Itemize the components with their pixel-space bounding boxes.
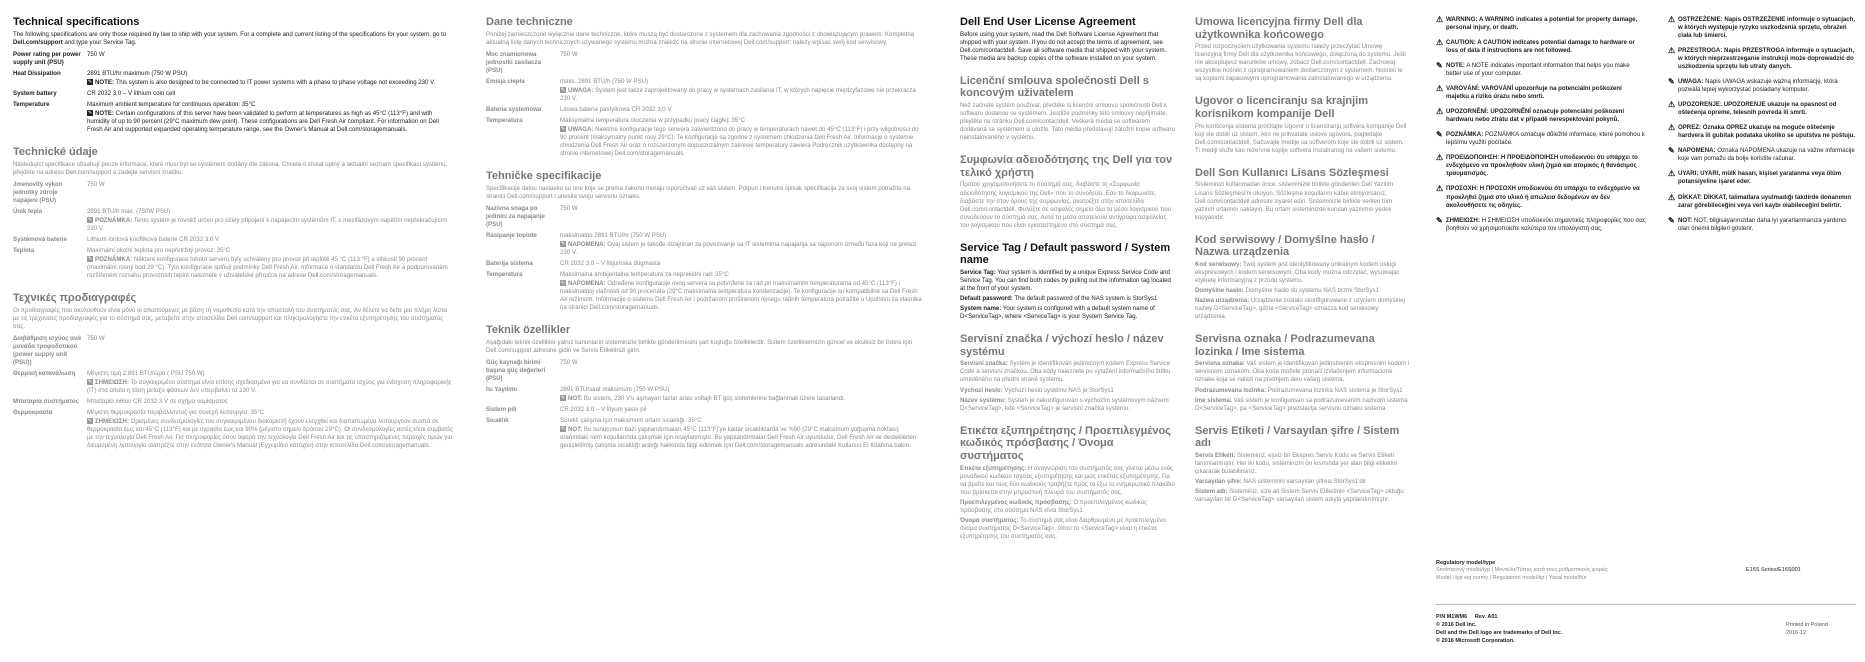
info-item: Servisna oznaka: Vaš sistem je identifikovan jedinstvenim ekspresnim kodom i servisnom oznakom. Oba koda možete pronaći izvlačenjem informacione oznake koja se nalazi na prednjem delu vašeg sistema.	[1195, 360, 1410, 384]
column-warnings-pl-sr-tr	[1668, 16, 1858, 240]
specs-en-intro: The following specifications are only those required by law to ship with your system. For a complete and current listing of the specifications for your system, go to Dell.com/support and type your Service Tag.	[13, 30, 447, 46]
spec-row	[486, 271, 926, 312]
warning-item: ⚠ DİKKAT: DİKKAT, talimatlara uyulmadığı takdirde donanımın zarar görebileceğini veya veri kaybı olabileceğini belirtir.	[1668, 192, 1852, 209]
spec-value: 750 W	[560, 50, 578, 58]
warning-item: ✎ UWAGA: Napis UWAGA wskazuje ważną informację, która pozwala lepiej wykorzystać posiadany komputer.	[1668, 77, 1838, 94]
warning-item: ✎ NAPOMENA: Oznaka NAPOMENA ukazuje na važne informacije koje vam pomažu da bolje koristite računar.	[1668, 146, 1855, 163]
spec-row	[13, 90, 453, 98]
spec-row	[486, 117, 926, 158]
spec-key: Jmenovitý výkon jednotky zdroje napájení (PSU)	[13, 180, 63, 204]
spec-value: Litowa bateria pastylkowa CR 2032 3,0 V	[560, 105, 672, 113]
spec-row	[486, 232, 926, 257]
spec-row	[13, 51, 453, 67]
spec-note: ✎ ΣΗΜΕΙΩΣΗ: Ορισμένες συνδεσμολογίες του συγκεκριμένου διακομιστή έχουν ελεγχθεί και διαπιστωμένα λειτουργούν σωστά σε θερμοκρασία έως και 45°C (113°F) και με υγρασία έως και 90% (μέγιστο σημείο δρόσου 29°C). Οι συνδεσμολογίες αυτές είναι συμβατές με την τεχνολογία Dell Fresh Air. Για πληροφορίες όσον αφορά την τεχνολογία Dell Fresh Air και τις υποστηριζόμενες περιοχές τιμών για διευρυμένη λειτουργία ανατρέξτε στην ενότητα Owner's Manual (Εγχειρίδιο κατόχου) στην ιστοσελίδα Dell.com/storagemanuals.	[87, 418, 453, 450]
note-icon: ✎	[87, 256, 93, 263]
spec-value: Maximální okolní teplota pro nepřetržitý provoz: 35°C ✎ POZNÁMKA: Některé konfigurace tohoto serveru byly schváleny pro provoz při teplotě 45 °C (113 °F) a vlhkosti 90 procent (maximální rosný bod 29 °C). Tyto konfigurace splňují podmínky Dell Fresh Air. Informace o standardu Dell Fresh Air a podporovaném rozšířeném rozsahu provozních teplot naleznete v uživatelské příručce na adrese Dell.com/storagemanuals.	[87, 247, 453, 280]
info-item: Servis Etiketi: Sisteminiz, eşsiz bir Ekspres Servis Kodu ve Servis Etiketi tanımlanmıştır. Her iki kodu, sisteminizin ön kısmında yer alan bilgi etiketini çıkararak bulabilirsiniz.	[1195, 451, 1397, 475]
spec-value: Maksimalna ambijentalna temperatura za neprekidni rad: 35°C ✎ NAPOMENA: Određene konfiguracije ovog servera su potvrđene za rad pri maksimalnim temperaturama od 45°C (113°F) i maksimalnoj vlažnosti od 90 procenata (29°C maksimalna temperatura kondenzacije). Te konfiguracije su kompatibilne sa Dell Fresh Air režimom. Informacije o sistemu Dell Fresh Air i podržanom proširenom opsegu radnih temperatura potražite u Uputstvu za vlasnika na stranici Dell.com/storagemanuals.	[560, 271, 926, 312]
note-icon: ✎	[560, 126, 566, 133]
info-item: Domyślne hasło: Domyślne hasło do systemu NAS brzmi StorSys1	[1195, 287, 1379, 295]
regulatory-labels	[1436, 567, 1746, 582]
note-icon: ✎	[560, 241, 566, 248]
spec-note: ✎ NOTE: This system is also designed to be connected to IT power systems with a phase to phase voltage not exceeding 230 V.	[87, 78, 436, 86]
warning-icon: ⚠	[1668, 123, 1676, 133]
warning-icon: ⚠	[1668, 169, 1676, 179]
spec-note: ✎ NAPOMENA: Ovaj sistem je takođe dizajniran za povezivanje sa IT sistemima napajanja sa naponom između faza koji ne prelazi 230 V.	[560, 240, 917, 256]
spec-value: 750 W	[560, 204, 578, 212]
specs-el-section	[13, 292, 453, 450]
service-tag-en-list	[960, 269, 1175, 321]
eula-el-title: Συμφωνία αδειοδότησης της Dell για τον τελικό χρήστη	[960, 154, 1173, 179]
service-tag-en-title: Service Tag / Default password / System name	[960, 241, 1171, 267]
service-tag-el-title: Ετικέτα εξυπηρέτησης / Προεπιλεγμένος κωδικός πρόσβασης / Όνομα συστήματος	[960, 424, 1171, 462]
specs-sr-section	[486, 170, 926, 312]
spec-key: Emisja ciepła	[486, 77, 525, 85]
eula-sr-section	[1195, 95, 1410, 154]
copyright-microsoft: © 2016 Microsoft Corporation.	[1436, 637, 1515, 644]
warning-icon: ⚠	[1668, 100, 1676, 110]
spec-note: ✎ NOT: Bu sistem, 230 V'u aşmayan fazlar arası voltajlı BT güç sistemlerine bağlanmak üzere tasarlandı.	[560, 394, 846, 402]
spec-value: Μέγιστη τιμή 2.891 BTU/ώρα ( PSU 750 W) ✎ ΣΗΜΕΙΩΣΗ: Το συγκεκριμένο σύστημα είναι επίσης σχεδιασμένο για να συνδέεται σε συστήματα ισχύος για ενίσχυση πληροφορικής (IT) στα οποία η τάση μεταξύ φάσεων δεν υπερβαίνει τα 230 V.	[87, 369, 452, 394]
specs-cs-table	[13, 181, 453, 280]
spec-value: Lithium iontová knoflíková baterie CR 2032 3,0 V	[87, 235, 220, 243]
info-item: Kod serwisowy: Twój system jest identyfikowany unikalnym kodem usługi ekspresowych i kodem serwisowym. Oba kody można odczytać, wysuwając etykietę informacyjną z przodu systemu.	[1195, 260, 1400, 284]
spec-value: 2891 BTU/saat maksimum (750 W PSU) ✎ NOT: Bu sistem, 230 V'u aşmayan fazlar arası voltajlı BT güç sistemlerine bağlanmak üzere tasarlandı.	[560, 386, 926, 403]
spec-key: Nazivna snaga po jedinici za napajanje (PSU)	[486, 204, 545, 228]
note-icon: ✎	[1436, 130, 1443, 140]
service-tag-sr-section	[1195, 333, 1410, 412]
column-eula-en	[960, 16, 1175, 553]
note-icon: ✎	[1668, 215, 1675, 225]
service-tag-sr-list	[1195, 360, 1410, 412]
eula-pl-title: Umowa licencyjna firmy Dell dla użytkownika końcowego	[1195, 16, 1363, 41]
spec-row	[13, 398, 453, 406]
service-tag-tr-title: Servis Etiketi / Varsayılan şifre / Sistem adı	[1195, 424, 1400, 450]
warning-item: ⚠ UPOZORENJE: UPOZORENJE ukazuje na opasnost od oštećenja opreme, telesnih povreda ili smrti.	[1668, 100, 1837, 117]
info-item: Όνομα συστήματος: Το σύστημά σας είναι διαρθρωμένο με προεπιλεγμένο όνομα συστήματος D<ServiceTag>, όπου το <ServiceTag> είναι η ετικέτα εξυπηρέτησης του συστήματός σας.	[960, 516, 1166, 540]
warning-item: ⚠ OPREZ: Oznaka OPREZ ukazuje na moguće oštećenje hardvera ili gubitak podataka ukoliko se uputstva ne poštuju.	[1668, 123, 1856, 140]
specs-tr-table	[486, 359, 926, 450]
service-tag-cs-list	[960, 360, 1175, 412]
eula-sr-text: Pre korišćenja sistema pročitajte Ugovor o licenciranju softvera kompanije Dell koji ste dobili uz sistem. Ako ne prihvatate uslove ugovora, pogledajte Dell.com/contactdell. Sačuvajte medije sa softverom koje ste dobili uz sistem. Ti mediji služe kao rezervne kopije softvera instaliranog na vašem sistemu.	[1195, 122, 1407, 154]
spec-key: Μπαταρία συστήματος	[13, 397, 79, 405]
spec-row	[13, 370, 453, 395]
spec-value: CR 2032 3,0 – V litijumska dugmasta	[560, 259, 661, 267]
warning-item: ⚠ VAROVÁNÍ: VAROVÁNÍ upozorňuje na potenciální poškození majetku a riziko úrazu nebo smrti.	[1436, 84, 1622, 101]
note-icon: ✎	[1668, 77, 1675, 87]
regulatory-line-2: Model i typ wg normy | Regulatorni model/tip | Yasal model/tür	[1436, 574, 1587, 581]
spec-value: 2891 BTU/h max. (750W PSU) ✎ POZNÁMKA: Tento systém je rovněž určen pro účely připojení k napájecím systémům IT, s mezifázovým napětím nepřekračujícím 230 V.	[87, 208, 453, 233]
service-tag-el-section	[960, 425, 1175, 541]
spec-note: ✎ NAPOMENA: Određene konfiguracije ovog servera su potvrđene za rad pri maksimalnim temperaturama od 45°C (113°F) i maksimalnoj vlažnosti od 90 procenata (29°C maksimalna temperatura kondenzacije). Te konfiguracije su kompatibilne sa Dell Fresh Air režimom. Informacije o sistemu Dell Fresh Air i podržanom proširenom opsegu radnih temperatura potražite u Uputstvu za vlasnika na stranici Dell.com/storagemanuals.	[560, 280, 922, 312]
specs-el-title: Τεχνικές προδιαγραφές	[13, 292, 137, 305]
warning-icon: ⚠	[1668, 46, 1676, 56]
eula-pl-section	[1195, 16, 1410, 83]
spec-row	[13, 236, 453, 244]
footer-divider	[1436, 604, 1856, 605]
warning-icon: ⚠	[1436, 38, 1444, 48]
info-item: Ετικέτα εξυπηρέτησης: Η αναγνώριση του συστήματός σας γίνεται μέσω ενός μοναδικού κωδικού ταχείας εξυπηρέτησης και μιας ετικέτας εξυπηρέτησης. Για να βρείτε και τους δύο κωδικούς τραβήξτε προς τα έξω το ενημερωτικό πλακίδιο που βρίσκεται στην μπροστινή πλευρά του συστήματός σας.	[960, 464, 1175, 496]
note-icon: ✎	[1668, 146, 1675, 156]
warning-item: ⚠ CAUTION: A CAUTION indicates potential damage to hardware or loss of data if instructions are not followed.	[1436, 38, 1635, 55]
info-item: Varsayılan şifre: NAS sisteminin varsayılan şifresi StorSys1'dir	[1195, 477, 1367, 485]
spec-key: Güç kaynağı birimi başına güç değerleri (PSU)	[486, 358, 546, 382]
warning-icon: ⚠	[1668, 192, 1676, 202]
spec-row	[486, 51, 926, 75]
note-icon: ✎	[560, 426, 566, 433]
printed-in: Printed in Poland	[1786, 622, 1828, 628]
service-tag-sr-title: Servisna oznaka / Podrazumevana lozinka / Ime sistema	[1195, 333, 1375, 358]
spec-key: Θερμική κατανάλωση	[13, 369, 76, 377]
column-specs-en-cs-el	[13, 16, 453, 462]
eula-tr-title: Dell Son Kullanıcı Lisans Sözleşmesi	[1195, 166, 1389, 179]
eula-el-text: Προτού χρησιμοποιήσετε το σύστημά σας, διαβάστε τη «Συμφωνία αδειοδότησης λογισμικού της Dell» που το συνοδεύει. Εάν το διαφωνείτε, διαβάστε την στον όρους της συμφωνίας, ανατρέξτε στην ιστοσελίδα Dell.com/contactdell. Φυλάξτε σε ασφαλές σημείο όλα τα μέσα λογισμικού που συνοδεύουν το σύστημά σας. Αυτά τα μέσα αποτελούν αντίγραφα ασφαλείας του λογισμικού που είναι εγκατεστημένο στο σύστημά σας.	[960, 181, 1172, 229]
spec-key: Rasipanje toplote	[486, 231, 537, 239]
specs-cs-section	[13, 146, 453, 280]
warning-item: ✎ NOTE: A NOTE indicates important information that helps you make better use of your computer.	[1436, 61, 1630, 78]
specs-en-section	[13, 16, 453, 134]
service-tag-tr-section	[1195, 425, 1410, 504]
info-item: Nazwa urządzenia: Urządzenie zostało skonfigurowane z użyciem domyślnej nazwy D<ServiceTag>, gdzie <ServiceTag> oznacza kod serwisowy urządzenia.	[1195, 297, 1405, 321]
service-tag-pl-list	[1195, 261, 1410, 321]
spec-key: Bateria systemowa	[486, 105, 542, 113]
regulatory-row	[1436, 567, 1856, 582]
spec-note: ✎ ΣΗΜΕΙΩΣΗ: Το συγκεκριμένο σύστημα είναι επίσης σχεδιασμένο για να συνδέεται σε συστήματα ισχύος για ενίσχυση πληροφορικής (IT) στα οποία η τάση μεταξύ φάσεων δεν υπερβαίνει τα 230 V.	[87, 378, 452, 394]
spec-value: Μέγιστη θερμοκρασία περιβάλλοντος για συνεχή λειτουργία: 35°C ✎ ΣΗΜΕΙΩΣΗ: Ορισμένες συνδεσμολογίες του συγκεκριμένου διακομιστή έχουν ελεγχθεί και διαπιστωμένα λειτουργούν σωστά σε θερμοκρασία έως και 45°C (113°F) και με υγρασία έως και 90% (μέγιστο σημείο δρόσου 29°C). Οι συνδεσμολογίες αυτές είναι συμβατές με την τεχνολογία Dell Fresh Air. Για πληροφορίες όσον αφορά την τεχνολογία Dell Fresh Air και τις υποστηριζόμενες περιοχές τιμών για διευρυμένη λειτουργία ανατρέξτε στην ενότητα Owner's Manual (Εγχειρίδιο κατόχου) στην ιστοσελίδα Dell.com/storagemanuals.	[87, 409, 453, 450]
eula-en-title: Dell End User License Agreement	[960, 16, 1136, 28]
spec-value: Μπαταρία λιθίου CR 2032 3 V σε σχήμα νομίσματος	[87, 397, 228, 405]
eula-en-text: Before using your system, read the Dell Software License Agreement that shipped with your system. If you do not accept the terms of agreement, see Dell.com/contactdell. Save all software media that shipped with your system. These media are backup copies of the software installed on your system.	[960, 30, 1167, 62]
note-icon: ✎	[87, 110, 93, 117]
spec-key: Power rating per power supply unit (PSU)	[13, 50, 81, 66]
specs-tr-intro: Aşağıdaki teknik özellikler yalnız kanunların sisteminizle birlikte gönderilmesini şart koştuğu özelliklerdir. Sistem özelliklerinizin güncel ve eksiksiz bir listesi için Dell.com/support adresine gidin ve Servis Etiketinizi girin.	[486, 338, 913, 354]
note-icon: ✎	[560, 87, 566, 94]
spec-key: Isı Yayılımı	[486, 385, 518, 393]
warning-item: ⚠ PRZESTROGA: Napis PRZESTROGA informuje o sytuacjach, w których nieprzestrzeganie instrukcji może doprowadzić do uszkodzenia sprzętu lub utraty danych.	[1668, 46, 1855, 71]
spec-value: Maksymalna temperatura otoczenia w przypadku pracy ciągłej: 35°C ✎ UWAGA: Niektóre konfiguracje tego serwera zatwierdzono do pracy w temperaturach nawet do 45°C (113°F) i przy wilgotności do 90 procent (maksymalny punkt rosy 29°C). Te konfiguracje są zgodne z systemem chłodzenia Dell Fresh Air. Informacje o systemie chłodzenia Dell Fresh Air oraz o rozszerzonym dopuszczalnym zakresie temperatury zawiera Podręcznik użytkownika dostępny na stronie internetowej Dell.com/storagemanuals.	[560, 117, 926, 158]
part-number: P/N M1WM6	[1436, 614, 1468, 620]
specs-pl-title: Dane techniczne	[486, 16, 573, 28]
spec-key: Systémová baterie	[13, 235, 67, 243]
eula-sr-title: Ugovor o licenciranju sa krajnjim korisnikom kompanije Dell	[1195, 95, 1368, 121]
specs-cs-title: Technické údaje	[13, 145, 98, 158]
regulatory-title: Regulatory model/type	[1436, 560, 1496, 566]
spec-note: ✎ NOTE: Certain configurations of this server have been validated to perform at temperatures as high as 45°C (113°F) and with humidity of up to 90 percent (29°C maximum dew point). These configurations are Dell Fresh Air compliant. For information on Dell Fresh Air and supported expanded operating temperature range, see the Owner's Manual at Dell.com/storagemanuals.	[87, 109, 439, 133]
column-warnings-en-cs-el	[1436, 16, 1646, 240]
spec-key: Sistem pili	[486, 406, 517, 414]
warning-icon: ⚠	[1436, 84, 1444, 94]
info-item: Servisní značka: Systém je identifikován jedinečným kódem Express Service Code a servisní značkou. Oba kódy naleznete po vytažení informačního štítku umístěného na přední straně systému.	[960, 360, 1171, 384]
spec-row	[13, 208, 453, 233]
spec-row	[486, 359, 926, 383]
spec-value: CR 2032 3.0 – V lithium coin cell	[87, 89, 176, 97]
info-item: Προεπιλεγμένος κωδικός πρόσβασης: Ο προεπιλεγμένος κωδικός πρόσβασης στο σύστημα NAS είναι StorSys1	[960, 498, 1148, 514]
warning-item: ✎ POZNÁMKA: POZNÁMKA označuje důležité informace, které pomohou k lepšímu využití počítače.	[1436, 130, 1645, 147]
spec-value: 750 W	[560, 358, 578, 366]
warning-item: ⚠ UYARI: UYARI, mülk hasarı, kişisel yaralanma veya ölüm potansiyeline işaret eder.	[1668, 169, 1842, 186]
eula-cs-section	[960, 75, 1175, 142]
spec-row	[13, 181, 453, 205]
spec-value: 750 W	[87, 50, 105, 58]
note-icon: ✎	[1436, 61, 1443, 71]
spec-key: Teplota	[13, 246, 35, 254]
specs-pl-intro: Poniżej zamieszczono wyłącznie dane techniczne, które muszą być dostarczone z systemem dla zachowania zgodności z obowiązującym prawem. Kompletną aktualną listę danych technicznych używanego systemu można znaleźć na stronie internetowej Dell.com/support: należy wpisać swój kod serwisowy.	[486, 30, 915, 46]
print-date: 2016-12	[1786, 629, 1807, 636]
spec-key: Temperatura	[486, 116, 523, 124]
spec-note: ✎ NOT: Bu sunucunun bazı yapılandırmaları 45°C (113°F)'ye kadar sıcaklıklarda ve %90 (29°C maksimum yoğuşma noktası) oranındaki nem koşullarında çalışmak için onaylanmıştır. Bu yapılandırmalar Dell Fresh Air uyumludur. Dell Fresh Air ve desteklenen genişletilmiş çalışma sıcaklığı aralığı hakkında bilgi edinmek için Dell.com/storagemanuals adresindeki Kullanıcı El Kitabına bakın.	[560, 426, 917, 450]
spec-key: Heat Dissipation	[13, 69, 61, 77]
spec-row	[486, 386, 926, 403]
spec-row	[13, 247, 453, 280]
spec-row	[13, 335, 453, 367]
spec-key: Baterija sistema	[486, 259, 533, 267]
info-item: System name: Your system is configured with a default system name of D<ServiceTag>, where <ServiceTag> is your System Service Tag.	[960, 305, 1155, 321]
bottom-info	[1436, 614, 1856, 646]
specs-tr-section	[486, 324, 926, 450]
spec-note: ✎ POZNÁMKA: Některé konfigurace tohoto serveru byly schváleny pro provoz při teplotě 45 °C (113 °F) a vlhkosti 90 procent (maximální rosný bod 29 °C). Tyto konfigurace splňují podmínky Dell Fresh Air. Informace o standardu Dell Fresh Air a podporovaném rozšířeném rozsahu provozních teplot naleznete v uživatelské příručce na adrese Dell.com/storagemanuals.	[87, 255, 448, 279]
spec-key: Sıcaklık	[486, 417, 509, 425]
service-tag-pl-section	[1195, 234, 1410, 322]
spec-key: Moc znamionowa jednostki zasilacza (PSU)	[486, 50, 541, 74]
eula-en-section	[960, 16, 1175, 63]
spec-key: Temperatura	[486, 271, 523, 278]
service-tag-cs-section	[960, 333, 1175, 412]
spec-note: ✎ POZNÁMKA: Tento systém je rovněž určen pro účely připojení k napájecím systémům IT, s mezifázovým napětím nepřekračujícím 230 V.	[87, 216, 448, 232]
warning-icon: ⚠	[1436, 153, 1444, 163]
spec-note: ✎ UWAGA: Niektóre konfiguracje tego serwera zatwierdzono do pracy w temperaturach nawet do 45°C (113°F) i przy wilgotności do 90 procent (maksymalny punkt rosy 29°C). Te konfiguracje są zgodne z systemem chłodzenia Dell Fresh Air. Informacje o systemie chłodzenia Dell Fresh Air oraz o rozszerzonym dopuszczalnym zakresie temperatury zawiera Podręcznik użytkownika dostępny na stronie internetowej Dell.com/storagemanuals.	[560, 125, 919, 158]
service-tag-pl-title: Kod serwisowy / Domyślne hasło / Nazwa urządzenia	[1195, 233, 1375, 259]
warning-icon: ⚠	[1436, 184, 1444, 194]
specs-el-table	[13, 335, 453, 450]
note-icon: ✎	[87, 418, 93, 425]
regulatory-value: E16S Series/E16S001	[1746, 567, 1801, 574]
spec-value: 750 W	[87, 334, 105, 342]
spec-key: System battery	[13, 89, 57, 97]
service-tag-en-section	[960, 242, 1175, 321]
spec-value: CR 2032 3,0 – V lityum yassı pil	[560, 406, 647, 414]
spec-row	[486, 78, 926, 103]
specs-tr-title: Teknik özellikler	[486, 324, 571, 337]
spec-row	[486, 205, 926, 229]
spec-value: Sürekli çalışma için maksimum ortam sıcaklığı: 35°C ✎ NOT: Bu sunucunun bazı yapılandırmaları 45°C (113°F)'ye kadar sıcaklıklarda ve %90 (29°C maksimum yoğuşma noktası) oranındaki nem koşullarında çalışmak için onaylanmıştır. Bu yapılandırmalar Dell Fresh Air uyumludur. Dell Fresh Air ve desteklenen genişletilmiş çalışma sıcaklığı aralığı hakkında bilgi edinmek için Dell.com/storagemanuals adresindeki Kullanıcı El Kitabına bakın.	[560, 417, 926, 450]
info-item: Sistem adı: Sisteminiz, size ait Sistem Servis Etiketinin <ServiceTag> olduğu varsayılan bir D<ServiceTag> varsayılan sistem adıyla yapılandırılmıştır.	[1195, 488, 1404, 504]
service-tag-tr-list	[1195, 452, 1410, 504]
spec-value: 750 W	[87, 180, 105, 188]
warning-icon: ⚠	[1436, 107, 1444, 117]
note-icon: ✎	[87, 79, 93, 86]
regulatory-footer	[1436, 560, 1856, 582]
spec-key: Διαβάθμιση ισχύος ανά μονάδα τροφοδοτικού (power supply unit (PSU))	[13, 334, 81, 366]
revision: Rev. A01	[1474, 614, 1498, 620]
specs-en-title: Technical specifications	[13, 16, 140, 28]
spec-value: Maximum ambient temperature for continuous operation: 35°C ✎ NOTE: Certain configurations of this server have been validated to perform at temperatures as high as 45°C (113°F) and with humidity of up to 90 percent (29°C maximum dew point). These configurations are Dell Fresh Air compliant. For information on Dell Fresh Air and supported expanded operating temperature range, see the Owner's Manual at Dell.com/storagemanuals.	[87, 101, 453, 134]
spec-row	[486, 406, 926, 414]
eula-tr-section	[1195, 167, 1410, 222]
info-item: Výchozí heslo: Výchozí heslo systému NAS je StorSys1	[960, 386, 1114, 394]
service-tag-el-list	[960, 465, 1175, 541]
trademark-notice: Dell and the Dell logo are trademarks of Dell Inc.	[1436, 629, 1563, 636]
eula-pl-text: Przed rozpoczęciem użytkowania systemu należy przeczytać Umowę licencyjną firmy Dell dla użytkownika końcowego, dołączoną do systemu. Jeśli nie akceptujesz warunków umowy, zobacz Dell.com/contactdell. Zachowaj wszystkie nośniki z oprogramowaniem dostarczonym z systemem. Nośniki te są kopiami zapasowymi oprogramowania zainstalowanego w urządzeniu.	[1195, 43, 1406, 83]
specs-sr-table	[486, 205, 926, 312]
info-item: Podrazumevana lozinka: Podrazumevana lozinka NAS sistema je StorSys1	[1195, 386, 1403, 394]
eula-cs-title: Licenční smlouva společnosti Dell s koncovým uživatelem	[960, 74, 1149, 100]
note-icon: ✎	[1436, 215, 1443, 225]
service-tag-cs-title: Servisní značka / výchozí heslo / název systému	[960, 333, 1164, 358]
spec-row	[13, 409, 453, 450]
column-specs-pl-sr-tr	[486, 16, 926, 462]
warning-item: ⚠ OSTRZEŻENIE: Napis OSTRZEŻENIE informuje o sytuacjach, w których występuje ryzyko uszkodzenia sprzętu, obrażeń ciała lub śmierci.	[1668, 15, 1856, 40]
spec-row	[13, 101, 453, 134]
info-item: Název systému: Systém je nakonfigurován s výchozím systémovým názvem D<ServiceTag>, kde <ServiceTag> je servisní značka systému.	[960, 396, 1169, 412]
spec-value: 2891 BTU/hr maximum (750 W PSU) ✎ NOTE: This system is also designed to be connected to IT power systems with a phase to phase voltage not exceeding 230 V.	[87, 70, 453, 87]
spec-row	[486, 260, 926, 268]
info-item: Ime sistema: Vaš sistem je konfigurisan sa podrazumevanim nazivom sistema D<ServiceTag>, pa <ServiceTag> predstavlja servisnu oznaku sistema.	[1195, 396, 1408, 412]
warning-icon: ⚠	[1436, 15, 1444, 24]
note-icon: ✎	[560, 395, 566, 402]
warnings-list-2	[1668, 16, 1858, 233]
note-icon: ✎	[560, 280, 566, 287]
info-item: Service Tag: Your system is identified by a unique Express Service Code and Service Tag. You can find both codes by pulling out the information tag located at the front of your system.	[960, 268, 1171, 293]
spec-value: maksimalno 2891 BTU/hr (750 W PSU) ✎ NAPOMENA: Ovaj sistem je takođe dizajniran za povezivanje sa IT sistemima napajanja sa naponom između faza koji ne prelazi 230 V.	[560, 232, 926, 257]
warning-item: ✎ ΣΗΜΕΙΩΣΗ: Η ΣΗΜΕΙΩΣΗ υποδεικνύει σημαντικές πληροφορίες που σας βοηθούν να χρησιμοποιείτε καλύτερα τον υπολογιστή σας.	[1436, 215, 1646, 232]
spec-row	[13, 70, 453, 87]
warning-item: ✎ NOT: NOT, bilgisayarınızdan daha iyi yararlanmanıza yardımcı olan önemli bilgileri gösterir.	[1668, 215, 1847, 232]
warnings-list-1	[1436, 16, 1646, 233]
specs-sr-intro: Specifikacije datou nastavku su one koje se prema zakonu moraju isporučivati uz vaš sistem. Potpun i trenutni spisak specifikacija za svoj sistem potražite na stranici Dell.com/support i unesite svoju servisnu oznaku.	[486, 184, 911, 200]
spec-row	[486, 106, 926, 114]
spec-note: ✎ UWAGA: System jest także zaprojektowany do pracy w systemach zasilania IT, w których napięcie międzyfazowe nie przekracza 230 V.	[560, 86, 916, 102]
warning-item: ⚠ UPOZORNĚNÍ: UPOZORNĚNÍ označuje potenciální poškození hardwaru nebo ztrátu dat v případě nerespektování pokynů.	[1436, 107, 1625, 124]
note-icon: ✎	[87, 217, 93, 224]
spec-row	[486, 417, 926, 450]
warning-item: ⚠ ΠΡΟΣΟΧΗ: Η ΠΡΟΣΟΧΗ υποδεικνύει ότι υπάρχει το ενδεχόμενο να προκληθεί ζημιά στο υλικό ή απώλεια δεδομένων αν δεν ακολουθήσετε τις οδηγίες.	[1436, 184, 1640, 209]
copyright-dell: © 2016 Dell Inc.	[1436, 621, 1477, 628]
eula-tr-text: Sisteminizi kullanmadan önce, sisteminizle birlikte gönderilen Dell Yazılım Lisans Sözleşmesi'ni okuyun. Sözleşme koşullarını kabul etmiyorsanız, Dell.com/contactdell adresini ziyaret edin. Sisteminizle birlikte verilen tüm yazılım ortamını saklayın. Bu ortam sisteminizde kurulan yazılımın yedek kopyasıdır.	[1195, 181, 1394, 221]
column-eula-pl-sr-tr	[1195, 16, 1410, 516]
spec-key: Temperature	[13, 100, 50, 108]
eula-el-section	[960, 154, 1175, 229]
specs-cs-intro: Následující specifikace obsahují pouze informace, které musí být se systémem dodány dle zákona. Chcete-li získat úplný a aktuální seznam specifikací systému, přejděte na adresu Dell.com/support a zadejte servisní značku.	[13, 160, 448, 176]
specs-pl-table	[486, 51, 926, 158]
specs-pl-section	[486, 16, 926, 158]
eula-cs-text: Než začnete systém používat, přečtěte si licenční smlouvu společnosti Dell k softwaru dodanou se systémem. Jestliže podmínky této smlouvy nepřijímáte, přejděte na stránku Dell.com/contactdell. Veškerá média se softwarem dodávaná se systémem si uložte. Tato média představují záložní kopie softwaru nainstalovaného v systému.	[960, 102, 1175, 142]
spec-key: Θερμοκρασία	[13, 409, 53, 417]
regulatory-line-1: Směrnicový model/typ | Μοντέλο/Τύπος κατά τους ρυθμιστικούς φορείς	[1436, 567, 1609, 574]
info-item: Default password: The default password of the NAS system is StorSys1	[960, 295, 1158, 303]
spec-value: maks. 2891 BTU/h (750 W PSU) ✎ UWAGA: System jest także zaprojektowany do pracy w systemach zasilania IT, w których napięcie międzyfazowe nie przekracza 230 V.	[560, 78, 926, 103]
note-icon: ✎	[87, 379, 93, 386]
warning-item: ⚠ ΠΡΟΕΙΔΟΠΟΙΗΣΗ: Η ΠΡΟΕΙΔΟΠΟΙΗΣΗ υποδεικνύει ότι υπάρχει το ενδεχόμενο να προκληθούν υλική ζημιά και ατομικός ή θανάσιμος τραυματισμός.	[1436, 153, 1638, 178]
spec-key: Únik tepla	[13, 207, 43, 215]
specs-en-table	[13, 51, 453, 134]
specs-el-intro: Οι προδιαγραφές που ακολουθούν είναι μόνο οι απαιτούμενες με βάση τη νομοθεσία κατά την αποστολή του συστήματός σας. Αν θέλετε να δείτε μια πλήρη λίστα με τις τρέχουσες προδιαγραφές για το σύστημά σας, μεταβείτε στην ιστοσελίδα Dell.com/support και πληκτρολογήστε την ετικέτα εξυπηρέτησης του συστήματός σας.	[13, 306, 448, 330]
specs-sr-title: Tehničke specifikacije	[486, 170, 602, 183]
warning-icon: ⚠	[1668, 15, 1676, 24]
warning-item: ⚠ WARNING: A WARNING indicates a potential for property damage, personal injury, or death.	[1436, 15, 1638, 32]
